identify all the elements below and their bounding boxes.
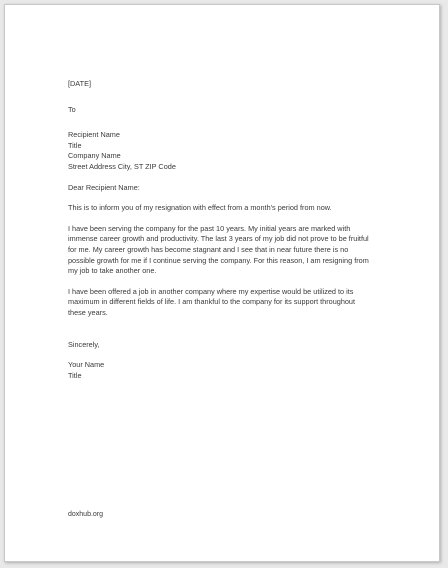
paragraph-2 [68,224,398,277]
recipient-name: Recipient Name [68,130,120,140]
to-label: To [68,104,76,114]
closing: Sincerely, [68,339,100,349]
paragraph-line: I have been offered a job in another company where my expertise would be utilized to its [68,286,354,296]
sender-name: Your Name [68,360,105,370]
letter-body [68,79,398,381]
salutation: Dear Recipient Name: [68,182,140,192]
paragraph-line: immense career growth and productivity. The last 3 years of my job did not prove to be fruitful [68,234,369,244]
recipient-company: Company Name [68,151,121,161]
paragraph-line: possible growth for me if I continue serving the company. For this reason, I am resigning from [68,255,369,265]
sender-title: Title [68,370,82,380]
paragraph-1 [68,203,398,214]
paragraph-line: This is to inform you of my resignation with effect from a month's period from now. [68,203,332,213]
paragraph-line: I have been serving the company for the past 10 years. My initial years are marked with [68,223,351,233]
paragraph-3 [68,287,398,319]
recipient-block [68,130,398,172]
paragraph-line: maximum in different fields of life. I am thankful to the company for its support throughout [68,297,356,307]
recipient-address: Street Address City, ST ZIP Code [68,161,176,171]
paragraph-line: these years. [68,307,108,317]
signature-block [68,360,398,381]
letter-date: [DATE] [68,79,91,88]
paragraph-line: my job to take another one. [68,266,157,276]
recipient-title: Title [68,140,82,150]
paragraph-line: for me. My career growth has become stagnant and I see that in near future there is no [68,244,349,254]
footer-watermark: doxhub.org [68,511,104,518]
letter-page [4,4,440,562]
